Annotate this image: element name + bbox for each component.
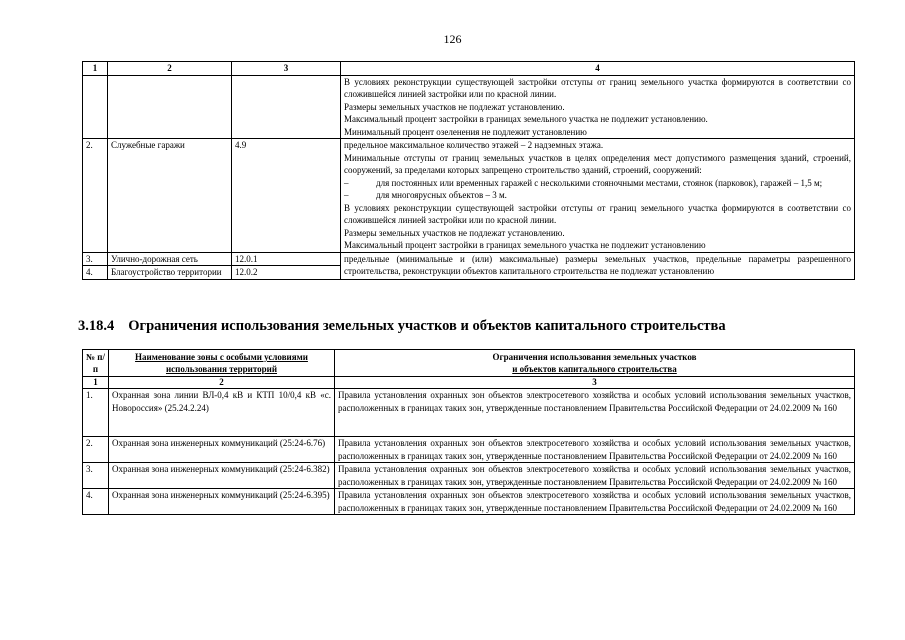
use-code: 4.9 <box>232 139 341 253</box>
column-number-3: 3 <box>232 62 341 76</box>
row-number: 2. <box>83 437 109 463</box>
column-number-2: 2 <box>108 62 232 76</box>
use-code: 12.0.2 <box>232 266 341 280</box>
restriction-text: Правила установления охранных зон объектов электросетевого хозяйства и особых условий использования земельных участков, расположенных в границах таких зон, утвержденные постановлением Правительства Российской Федерации от 24.02.2009 № 160 <box>335 437 855 463</box>
restrictions-table <box>82 349 855 515</box>
zone-name: Охранная зона инженерных коммуникаций (25:24-6.76) <box>109 437 335 463</box>
row-number: 2. <box>83 139 108 253</box>
use-name: Служебные гаражи <box>108 139 232 253</box>
paragraph: В условиях реконструкции существующей застройки отступы от границ земельного участка формируются в соответствии со сложившейся линией застройки или по красной линии. <box>344 76 851 99</box>
page-number: 126 <box>443 32 462 46</box>
restriction-text: Правила установления охранных зон объектов электросетевого хозяйства и особых условий использования земельных участков, расположенных в границах таких зон, утвержденные постановлением Правительства Российской Федерации от 24.02.2009 № 160 <box>335 389 855 437</box>
section-title: Ограничения использования земельных участков и объектов капитального строительства <box>128 318 726 334</box>
column-header-zone: Наименование зоны с особыми условиями использования территорий <box>109 350 335 377</box>
use-name: Благоустройство территории <box>108 266 232 280</box>
parameters-cell: предельные (минимальные и (или) максимальные) размеры земельных участков, предельные параметры разрешенного строительства, реконструкции объектов капитального строительства не подлежат установлению <box>341 252 855 279</box>
row-number: 3. <box>83 463 109 489</box>
paragraph: Максимальный процент застройки в границах земельного участка не подлежит установлению <box>344 240 706 250</box>
table-row <box>83 75 855 139</box>
section-number: 3.18.4 <box>78 318 115 334</box>
table-row <box>83 437 855 463</box>
zoning-parameters-table <box>82 61 855 280</box>
table-header-row <box>83 62 855 76</box>
paragraph: Максимальный процент застройки в границах земельного участка не подлежит установлению. <box>344 114 708 124</box>
table-row <box>83 252 855 266</box>
list-item: – для постоянных или временных гаражей с несколькими стояночными местами, стоянок (парковок), гаражей – 1,5 м; <box>344 177 823 188</box>
zone-name: Охранная зона инженерных коммуникаций (25:24-6.382) <box>109 463 335 489</box>
use-name: Улично-дорожная сеть <box>108 252 232 266</box>
continuation-cell <box>341 75 855 139</box>
table-row <box>83 389 855 437</box>
table-header-row <box>83 350 855 377</box>
column-header-number: № п/п <box>83 350 109 377</box>
restriction-text: Правила установления охранных зон объектов электросетевого хозяйства и особых условий использования земельных участков, расположенных в границах таких зон, утвержденные постановлением Правительства Российской Федерации от 24.02.2009 № 160 <box>335 489 855 515</box>
paragraph: В условиях реконструкции существующей застройки отступы от границ земельного участка формируются в соответствии со сложившейся линией застройки или по красной линии. <box>344 202 851 225</box>
paragraph: Минимальный процент озеленения не подлежит установлению <box>344 126 587 137</box>
section-heading <box>78 318 726 335</box>
paragraph: Размеры земельных участков не подлежат установлению. <box>344 101 565 112</box>
row-number: 1. <box>83 389 109 437</box>
column-numbers-row: 1 2 3 <box>83 377 855 389</box>
restriction-text: Правила установления охранных зон объектов электросетевого хозяйства и особых условий использования земельных участков, расположенных в границах таких зон, утвержденные постановлением Правительства Российской Федерации от 24.02.2009 № 160 <box>335 463 855 489</box>
column-number-1: 1 <box>83 62 108 76</box>
dash-bullet: – <box>344 190 349 200</box>
table-row <box>83 489 855 515</box>
column-number-4: 4 <box>341 62 855 76</box>
paragraph: Размеры земельных участков не подлежат установлению. <box>344 227 565 238</box>
zone-name: Охранная зона линии ВЛ-0,4 кВ и КТП 10/0,4 кВ «с. Новороссия» (25.24.2.24) <box>109 389 335 437</box>
row-number: 4. <box>83 489 109 515</box>
paragraph: Минимальные отступы от границ земельных участков в целях определения мест допустимого размещения зданий, строений, сооружений, за пределами которых запрещено строительство зданий, строений, сооружений: <box>344 152 851 175</box>
column-header-restrictions: Ограничения использования земельных участков и объектов капитального строительства <box>335 350 855 377</box>
row-number: 4. <box>83 266 108 280</box>
row-number: 3. <box>83 252 108 266</box>
table-row <box>83 463 855 489</box>
zone-name: Охранная зона инженерных коммуникаций (25:24-6.395) <box>109 489 335 515</box>
dash-bullet: – <box>344 177 349 188</box>
table-row <box>83 139 855 253</box>
use-code: 12.0.1 <box>232 252 341 266</box>
list-item: – для многоярусных объектов – 3 м. <box>344 190 507 200</box>
parameters-cell <box>341 139 855 253</box>
paragraph: предельное максимальное количество этажей – 2 надземных этажа. <box>344 140 604 150</box>
